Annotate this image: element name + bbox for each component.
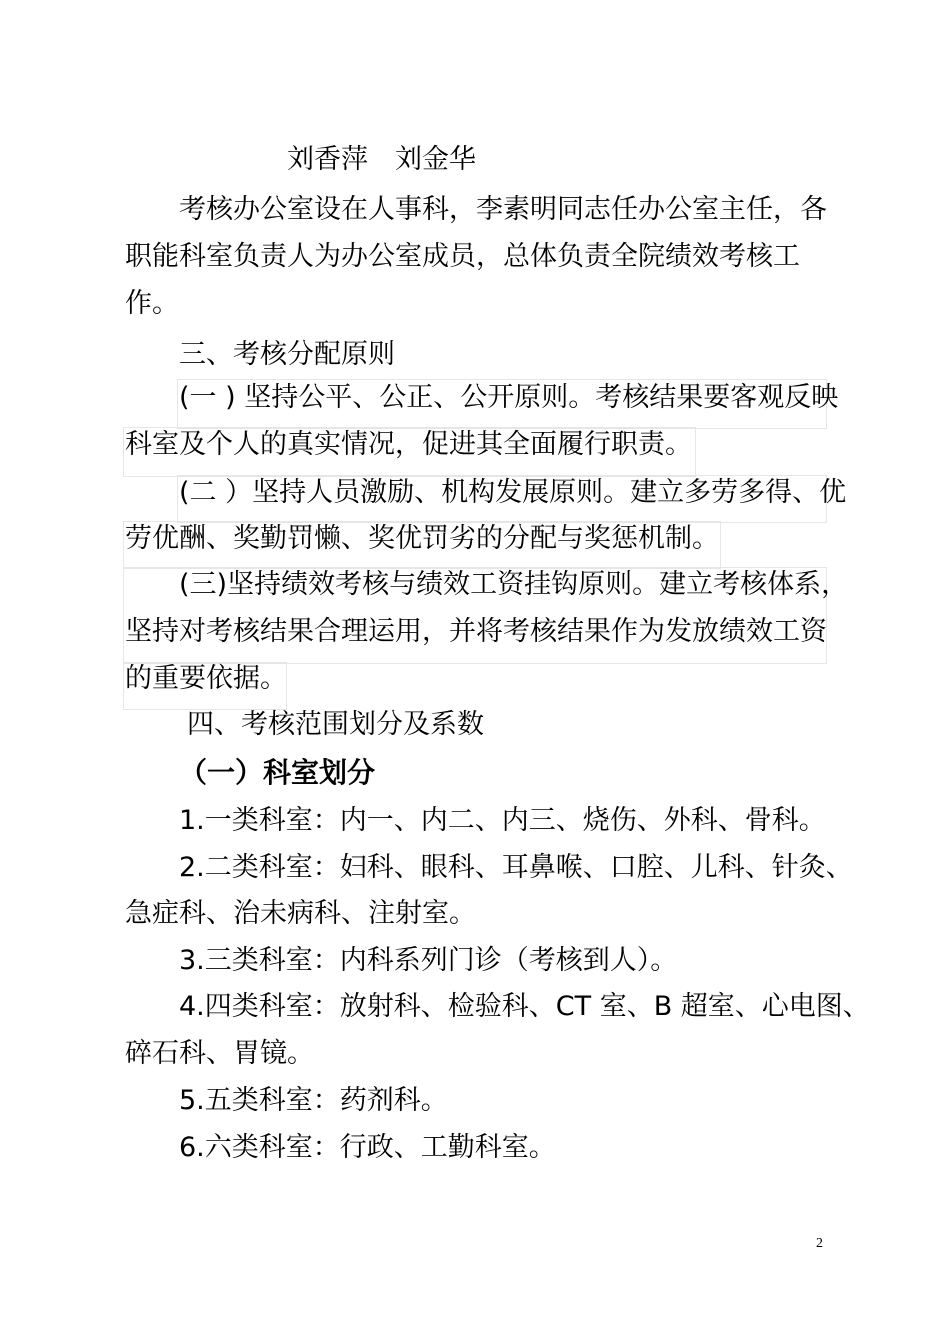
dept-class-3: 3.三类科室：内科系列门诊（考核到人）。 bbox=[179, 945, 678, 976]
dept-class-5: 5.五类科室：药剂科。 bbox=[179, 1085, 448, 1116]
principle-1-line-2: 科室及个人的真实情况，促进其全面履行职责。 bbox=[125, 429, 692, 460]
principle-2-line-1: (二 ）坚持人员激励、机构发展原则。建立多劳多得、优 bbox=[179, 477, 847, 508]
dept-class-6: 6.六类科室：行政、工勤科室。 bbox=[179, 1132, 556, 1163]
section-3-heading: 三、考核分配原则 bbox=[179, 339, 395, 370]
dept-class-2-line-2: 急症科、治未病科、注射室。 bbox=[125, 898, 476, 929]
principle-3-line-1: (三)坚持绩效考核与绩效工资挂钩原则。建立考核体系， bbox=[179, 569, 849, 600]
dept-class-4-line-1: 4.四类科室：放射科、检验科、CT 室、B 超室、心电图、 bbox=[179, 991, 870, 1022]
principle-1-line-1: (一 ) 坚持公平、公正、公开原则。考核结果要客观反映 bbox=[179, 382, 839, 413]
principle-2-line-2: 劳优酬、奖勤罚懒、奖优罚劣的分配与奖惩机制。 bbox=[125, 523, 719, 554]
office-paragraph-line-2: 职能科室负责人为办公室成员，总体负责全院绩效考核工 bbox=[125, 241, 800, 272]
principle-3-line-3: 的重要依据。 bbox=[125, 663, 287, 694]
dept-class-1: 1.一类科室：内一、内二、内三、烧伤、外科、骨科。 bbox=[179, 805, 826, 836]
section-4-heading: 四、考核范围划分及系数 bbox=[187, 709, 484, 740]
names-line: 刘香萍 刘金华 bbox=[287, 144, 476, 175]
page-number: 2 bbox=[816, 1236, 823, 1251]
principle-3-line-2: 坚持对考核结果合理运用，并将考核结果作为发放绩效工资 bbox=[125, 616, 827, 647]
subsection-heading: （一）科室划分 bbox=[179, 756, 376, 789]
office-paragraph-line-3: 作。 bbox=[125, 288, 179, 319]
dept-class-2-line-1: 2.二类科室：妇科、眼科、耳鼻喉、口腔、儿科、针灸、 bbox=[179, 852, 853, 883]
office-paragraph-line-1: 考核办公室设在人事科，李素明同志任办公室主任，各 bbox=[179, 194, 827, 225]
dept-class-4-line-2: 碎石科、胃镜。 bbox=[125, 1038, 314, 1069]
